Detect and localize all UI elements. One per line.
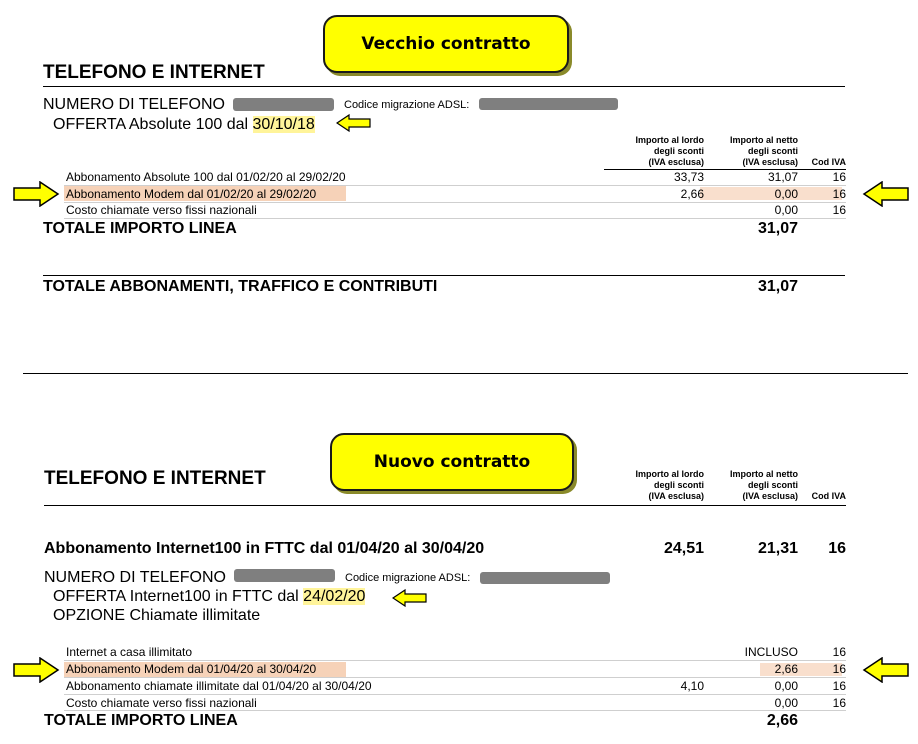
bottom-row-divider xyxy=(64,660,846,661)
bottom-header-gross-line3: (IVA esclusa) xyxy=(648,491,704,501)
top-header-net-line3: (IVA esclusa) xyxy=(742,157,798,167)
top-row-gross: 33,73 xyxy=(673,170,704,184)
top-offer-date: 30/10/18 xyxy=(252,116,315,133)
bottom-row-net: 0,00 xyxy=(774,679,798,693)
bottom-header-iva: Cod IVA xyxy=(811,491,846,501)
top-offer xyxy=(53,116,315,134)
bottom-row-iva: 16 xyxy=(832,696,846,710)
old-contract-badge xyxy=(323,15,569,73)
top-header-net-line1: Importo al netto xyxy=(730,135,798,145)
top-phone-label: NUMERO DI TELEFONO xyxy=(43,96,225,113)
bottom-subscription-net: 21,31 xyxy=(757,540,798,557)
bottom-row-iva: 16 xyxy=(832,662,846,676)
bottom-header-net-line2: degli sconti xyxy=(747,480,798,490)
bottom-phone-label: NUMERO DI TELEFONO xyxy=(44,569,226,586)
new-contract-badge-label: Nuovo contratto xyxy=(373,452,531,472)
top-row-divider xyxy=(64,218,846,219)
bottom-offer-prefix: OFFERTA Internet100 in FTTC dal xyxy=(53,588,304,605)
top-row-gross: 2,66 xyxy=(680,187,704,201)
bottom-header-gross-line2: degli sconti xyxy=(653,480,704,490)
bottom-row-label: Abbonamento Modem dal 01/04/20 al 30/04/20 xyxy=(66,662,317,676)
top-row-label: Abbonamento Absolute 100 dal 01/02/20 al 29/02/20 xyxy=(66,170,346,184)
bottom-section-title: TELEFONO E INTERNET xyxy=(44,468,266,489)
arrow-left-icon xyxy=(862,657,910,683)
top-migration-redaction xyxy=(479,98,618,110)
top-header-gross xyxy=(604,135,704,168)
top-row-iva: 16 xyxy=(832,170,846,184)
bottom-header-net-line1: Importo al netto xyxy=(730,469,798,479)
bottom-row-gross: 4,10 xyxy=(680,679,704,693)
top-section-title: TELEFONO E INTERNET xyxy=(43,62,265,83)
top-row-net: 0,00 xyxy=(774,187,798,201)
bottom-offer xyxy=(53,588,365,606)
top-row-net: 31,07 xyxy=(767,170,798,184)
bottom-row-label: Costo chiamate verso fissi nazionali xyxy=(66,696,257,710)
top-header-net-line2: degli sconti xyxy=(747,146,798,156)
bottom-row-net: 2,66 xyxy=(774,662,798,676)
old-contract-badge-label: Vecchio contratto xyxy=(361,34,531,54)
arrow-left-icon xyxy=(392,588,428,608)
bottom-subscription-label: Abbonamento Internet100 in FTTC dal 01/04/20 al 30/04/20 xyxy=(44,540,485,557)
bottom-migration-label: Codice migrazione ADSL: xyxy=(345,572,471,584)
bottom-header-net-line3: (IVA esclusa) xyxy=(742,491,798,501)
top-row-label: Abbonamento Modem dal 01/02/20 al 29/02/20 xyxy=(66,187,317,201)
top-header-iva: Cod IVA xyxy=(811,157,846,167)
bottom-title-rule xyxy=(44,505,846,506)
top-phone-redaction xyxy=(233,98,334,111)
bottom-header-net xyxy=(698,469,798,502)
top-migration-label: Codice migrazione ADSL: xyxy=(344,99,470,111)
top-header-gross-line3: (IVA esclusa) xyxy=(648,157,704,167)
bottom-row-iva: 16 xyxy=(832,679,846,693)
top-grand-total-rule xyxy=(43,275,845,276)
top-row-iva: 16 xyxy=(832,187,846,201)
section-separator xyxy=(23,373,908,374)
bottom-phone-redaction xyxy=(234,569,335,582)
top-row-label: Costo chiamate verso fissi nazionali xyxy=(66,203,257,217)
arrow-left-icon xyxy=(862,181,910,207)
bottom-total-line-label: TOTALE IMPORTO LINEA xyxy=(44,712,238,729)
bottom-offer-date: 24/02/20 xyxy=(303,588,366,605)
bottom-migration-redaction xyxy=(480,572,610,584)
top-row-net: 0,00 xyxy=(774,203,798,217)
bottom-option: OPZIONE Chiamate illimitate xyxy=(53,607,261,624)
bottom-row-iva: 16 xyxy=(832,645,846,659)
bottom-row-divider xyxy=(64,694,846,695)
bottom-header-gross xyxy=(604,469,704,502)
top-header-net xyxy=(698,135,798,168)
top-total-line-label: TOTALE IMPORTO LINEA xyxy=(43,220,237,237)
top-total-line-value: 31,07 xyxy=(757,220,798,237)
bottom-row-divider xyxy=(64,710,846,711)
bottom-total-line-value: 2,66 xyxy=(766,712,798,729)
top-offer-prefix: OFFERTA Absolute 100 dal xyxy=(53,116,253,133)
bottom-subscription-iva: 16 xyxy=(828,540,846,557)
bottom-row-net: INCLUSO xyxy=(744,645,798,659)
top-header-gross-line2: degli sconti xyxy=(653,146,704,156)
bottom-header-gross-line1: Importo al lordo xyxy=(635,469,704,479)
top-header-gross-line1: Importo al lordo xyxy=(635,135,704,145)
top-grand-total-value: 31,07 xyxy=(757,278,798,295)
bottom-row-net: 0,00 xyxy=(774,696,798,710)
bottom-row-divider xyxy=(64,677,846,678)
new-contract-badge xyxy=(330,433,574,491)
bottom-row-label: Internet a casa illimitato xyxy=(66,645,193,659)
arrow-left-icon xyxy=(336,113,372,133)
arrow-right-icon xyxy=(12,657,60,683)
top-title-rule xyxy=(43,86,845,87)
top-grand-total-label: TOTALE ABBONAMENTI, TRAFFICO E CONTRIBUTI xyxy=(43,278,438,295)
top-row-divider xyxy=(64,185,846,186)
top-row-iva: 16 xyxy=(832,203,846,217)
bottom-row-label: Abbonamento chiamate illimitate dal 01/04/20 al 30/04/20 xyxy=(66,679,372,693)
bottom-subscription-gross: 24,51 xyxy=(663,540,704,557)
arrow-right-icon xyxy=(12,181,60,207)
